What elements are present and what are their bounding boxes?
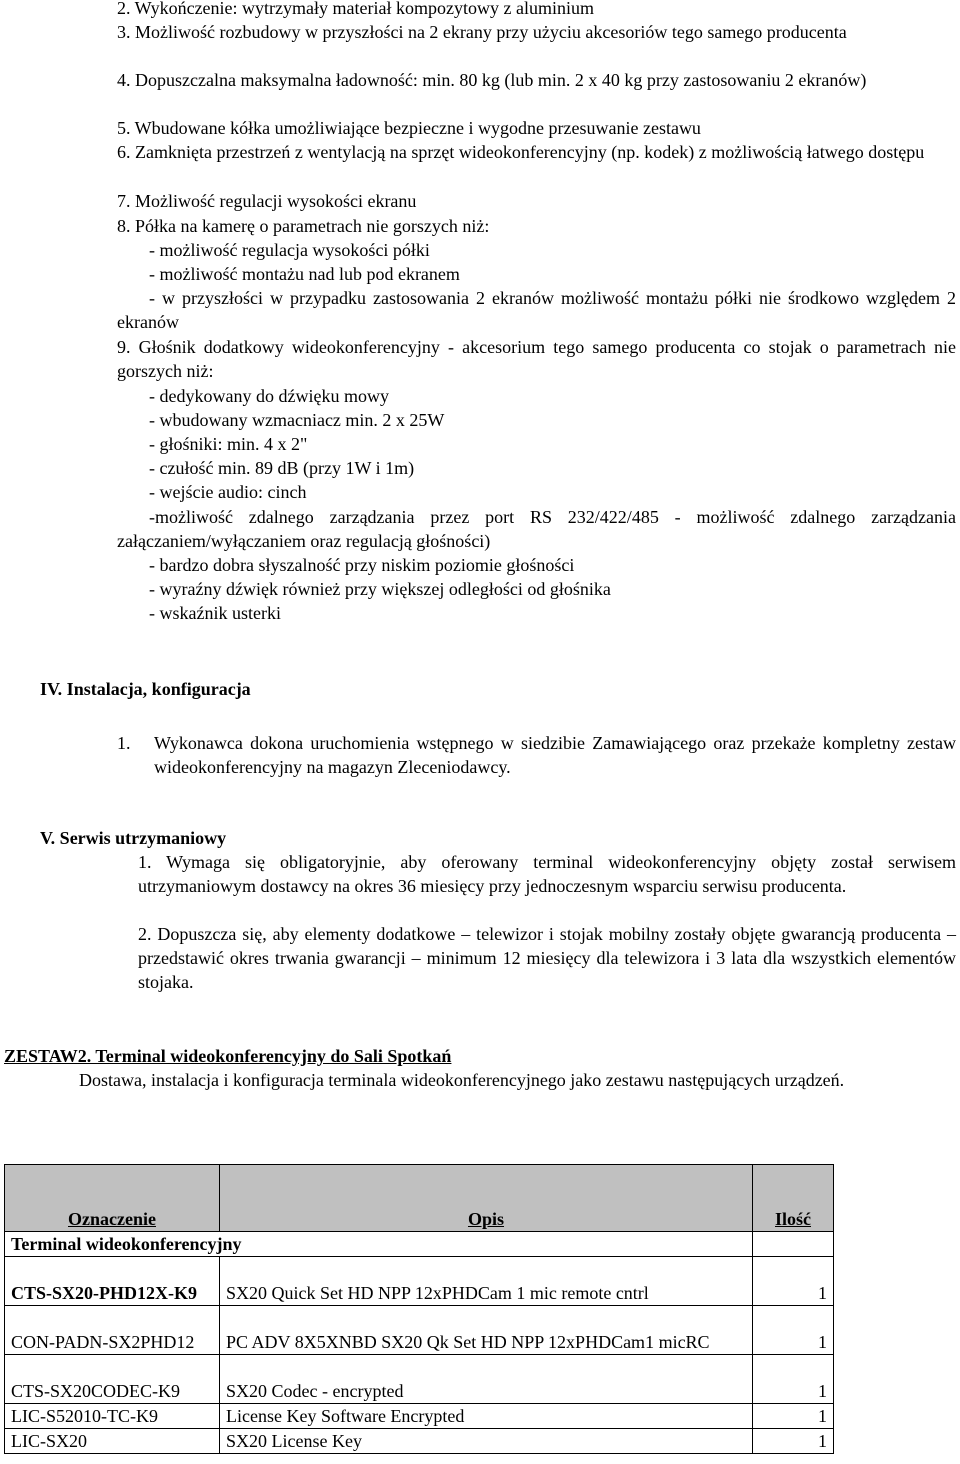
list-item: 2. Wykończenie: wytrzymały materiał kompozytowy z aluminium [117,0,594,18]
table-row [5,1429,834,1454]
section-heading: IV. Instalacja, konfiguracja [40,679,251,699]
table-row [5,1306,834,1355]
table-row [5,1355,834,1404]
table-row [5,1404,834,1429]
section-heading: V. Serwis utrzymaniowy [40,828,227,848]
equipment-table [4,1164,834,1454]
paragraph: Dostawa, instalacja i konfiguracja terminala wideokonferencyjnego jako zestawu następujących urządzeń. [79,1070,845,1090]
code-cell: CON-PADN-SX2PHD12 [5,1306,220,1355]
list-number: 1. [117,733,131,753]
list-item: 7. Możliwość regulacji wysokości ekranu [117,191,417,211]
table-row [5,1232,834,1257]
list-item: 9. Głośnik dodatkowy wideokonferencyjny - akcesorium tego samego producenta co stojak o parametrach nie gorszych niż: [117,337,956,382]
qty-cell: 1 [753,1355,834,1404]
list-item: 8. Półka na kamerę o parametrach nie gorszych niż: [117,216,490,236]
list-item: - możliwość regulacja wysokości półki [149,240,430,260]
list-item: - w przyszłości w przypadku zastosowania 2 ekranów możliwość montażu półki nie środkowo względem 2 ekranów [117,288,956,333]
list-item: - wejście audio: cinch [149,482,307,502]
list-item: - wbudowany wzmacniacz min. 2 x 25W [149,410,445,430]
code-cell: CTS-SX20CODEC-K9 [5,1355,220,1404]
page-title: ZESTAW2. Terminal wideokonferencyjny do Sali Spotkań [4,1046,452,1066]
desc-cell: SX20 License Key [220,1429,753,1454]
item-text: Wykonawca dokona uruchomienia wstępnego w siedzibie Zamawiającego oraz przekaże kompletny zestaw wideokonferencyjny na magazyn Zleceniodawcy. [154,733,956,778]
list-item: 3. Możliwość rozbudowy w przyszłości na 2 ekrany przy użyciu akcesoriów tego samego producenta [117,22,847,42]
header-cell: Oznaczenie [5,1165,220,1232]
desc-cell: SX20 Quick Set HD NPP 12xPHDCam 1 mic remote cntrl [220,1257,753,1306]
list-item: 5. Wbudowane kółka umożliwiające bezpieczne i wygodne przesuwanie zestawu [117,118,701,138]
list-item: 4. Dopuszczalna maksymalna ładowność: min. 80 kg (lub min. 2 x 40 kg przy zastosowaniu 2 ekranów) [117,70,867,90]
qty-cell: 1 [753,1257,834,1306]
list-item: - wskaźnik usterki [149,603,281,623]
list-item: - dedykowany do dźwięku mowy [149,386,389,406]
table-header-row [5,1165,834,1232]
list-item [154,731,956,779]
list-item: - bardzo dobra słyszalność przy niskim poziomie głośności [149,555,575,575]
group-cell: Terminal wideokonferencyjny [5,1232,753,1257]
qty-cell: 1 [753,1306,834,1355]
header-cell: Ilość [753,1165,834,1232]
list-item: - czułość min. 89 dB (przy 1W i 1m) [149,458,415,478]
table-row [5,1257,834,1306]
paragraph: 1. Wymaga się obligatoryjnie, aby oferowany terminal wideokonferencyjny objęty został serwisem utrzymaniowym dostawcy na okres 36 miesięcy przy jednoczesnym wsparciu serwisu producenta. [138,852,956,897]
qty-cell: 1 [753,1404,834,1429]
table-cell [753,1232,834,1257]
desc-cell: SX20 Codec - encrypted [220,1355,753,1404]
list-item: -możliwość zdalnego zarządzania przez port RS 232/422/485 - możliwość zdalnego zarządzania załączaniem/wyłączaniem oraz regulacją głośności) [117,507,956,552]
list-item: - wyraźny dźwięk również przy większej odległości od głośnika [149,579,611,599]
desc-cell: License Key Software Encrypted [220,1404,753,1429]
code-cell: CTS-SX20-PHD12X-K9 [5,1257,220,1306]
paragraph: 2. Dopuszcza się, aby elementy dodatkowe – telewizor i stojak mobilny zostały objęte gwarancją producenta – przedstawić okres trwania gwarancji – minimum 12 miesięcy dla telewizora i 3 lata dla wszystkich elementów stojaka. [138,924,956,993]
code-cell: LIC-S52010-TC-K9 [5,1404,220,1429]
desc-cell: PC ADV 8X5XNBD SX20 Qk Set HD NPP 12xPHDCam1 micRC [220,1306,753,1355]
qty-cell: 1 [753,1429,834,1454]
list-item: 6. Zamknięta przestrzeń z wentylacją na sprzęt wideokonferencyjny (np. kodek) z możliwością łatwego dostępu [117,142,925,162]
code-cell: LIC-SX20 [5,1429,220,1454]
list-item: - głośniki: min. 4 x 2" [149,434,308,454]
list-item: - możliwość montażu nad lub pod ekranem [149,264,460,284]
header-cell: Opis [220,1165,753,1232]
